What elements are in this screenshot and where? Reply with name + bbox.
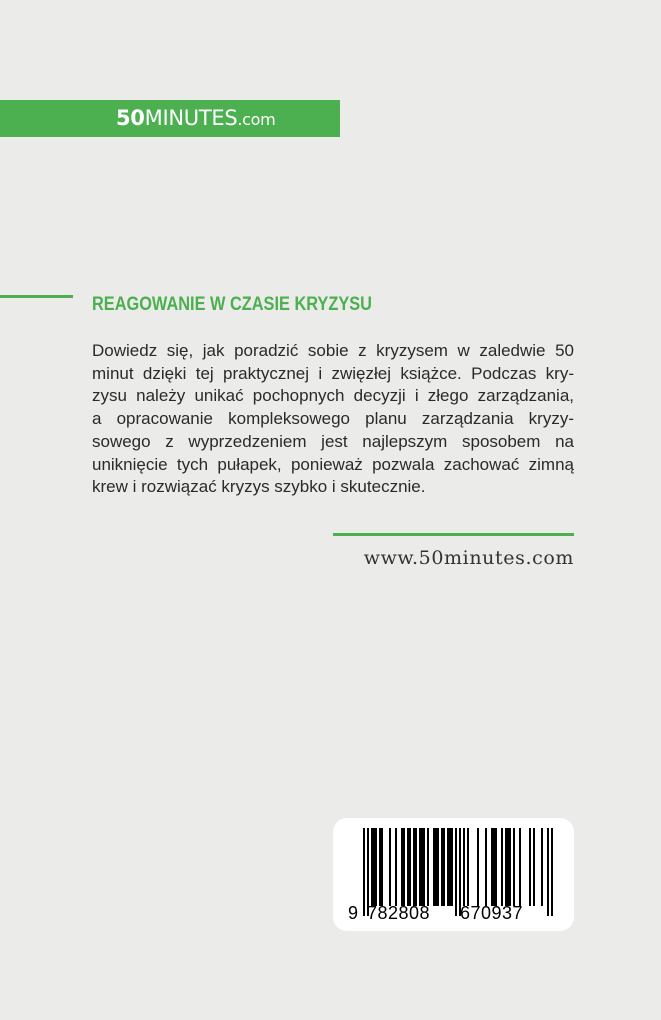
barcode-bar [551,828,553,916]
website-accent-rule [333,533,574,536]
barcode-bar [375,828,377,906]
book-title: REAGOWANIE W CZASIE KRYZYSU [92,294,372,315]
barcode-bar [449,828,451,906]
barcode-bar [513,828,515,906]
barcode-bar [455,828,457,916]
barcode-bar [407,828,409,906]
barcode-bar [507,828,509,906]
barcode-bar [395,828,397,906]
barcode-bar [447,828,449,906]
brand-logo-number: 50 [116,106,145,130]
barcode-bar [501,828,503,906]
title-accent-rule [0,295,73,298]
barcode-bar [493,828,495,906]
isbn-lead-digit: 9 [348,903,359,923]
description-line: Dowiedz się, jak poradzić sobie z kryzysem w zaledwie 50 [92,341,574,360]
barcode-bar [547,828,549,916]
barcode-bar [509,828,511,906]
website-url: www.50minutes.com [363,547,574,569]
barcode-bar [443,828,445,906]
barcode-bar [533,828,535,906]
barcode-bar [381,828,383,906]
description-line: sowego z wyprzedzeniem jest najlepszym sposobem na [92,431,574,451]
barcode-bar [419,828,421,906]
isbn-right-group: 670937 [460,903,524,923]
description-line: krew i rozwiązać kryzys szybko i skutecznie. [92,477,426,497]
barcode-bar [485,828,487,906]
description-line: zysu należy unikać pochopnych decyzji i złego zarządzania, [92,386,574,406]
barcode-bar [477,828,479,906]
barcode-bar [371,828,373,906]
barcode-bar [433,828,435,906]
brand-banner [0,100,340,137]
barcode-bar [441,828,443,906]
brand-logo [116,105,275,133]
barcode-bar [403,828,405,906]
barcode-bar [373,828,375,906]
barcode-bar [409,828,411,906]
barcode-bar [413,828,415,906]
isbn-left-group: 782808 [367,903,431,923]
barcode-bar [401,828,403,906]
barcode-bar [529,828,531,906]
description-line: minut dzięki tej praktycznej i zwięzłej książce. Podczas kry- [92,363,574,383]
barcode-bar [435,828,437,906]
barcode-bar [437,828,439,906]
barcode-bar [519,828,521,906]
barcode-bar [415,828,417,906]
barcode-bar [427,828,429,906]
description-line: a opracowanie kompleksowego planu zarządzania kryzy- [92,409,574,429]
barcode-bar [463,828,465,906]
barcode-bar [389,828,391,906]
barcode-bar [379,828,381,906]
barcode-bar [451,828,453,906]
barcode-bar [423,828,425,906]
barcode-bar [421,828,423,906]
barcode-bar [505,828,507,906]
barcode-bar [491,828,493,906]
barcode-bar [541,828,543,906]
book-description [92,340,574,499]
barcode-bar [467,828,469,906]
description-line: uniknięcie tych pułapek, ponieważ pozwala zachować zimną [92,454,574,474]
brand-logo-domain: .com [237,110,276,129]
barcode-bar [495,828,497,906]
barcode-bar [363,828,365,916]
brand-logo-word: MINUTES [144,106,238,130]
